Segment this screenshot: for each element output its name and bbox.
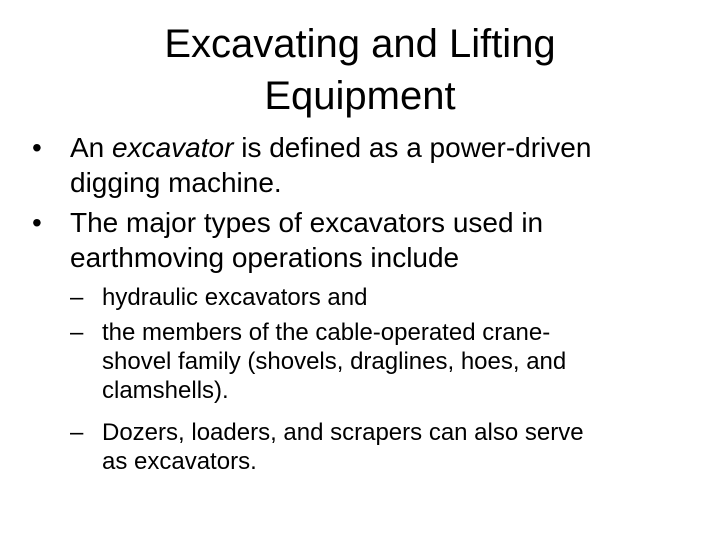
title-line-1: Excavating and Lifting xyxy=(164,22,556,66)
bullet-emphasis: excavator xyxy=(112,132,234,163)
bullet-line: digging machine. xyxy=(70,167,282,198)
sub-bullet-line: the members of the cable-operated crane- xyxy=(102,319,551,346)
sub-bullet-text xyxy=(102,318,702,405)
sub-bullet-mark: – xyxy=(70,319,84,346)
bullet-line: An excavator is defined as a power-driven xyxy=(70,132,592,163)
sub-bullet-line: hydraulic excavators and xyxy=(102,284,368,311)
sub-bullet-line: shovel family (shovels, draglines, hoes, and xyxy=(102,348,567,375)
title-line-2: Equipment xyxy=(264,74,456,118)
slide-title xyxy=(60,18,660,122)
sub-bullet-mark: – xyxy=(70,419,84,446)
bullet-mark: • xyxy=(32,132,42,163)
bullet-mark: • xyxy=(32,207,42,238)
bullet-line: earthmoving operations include xyxy=(70,242,460,273)
sub-bullet-text xyxy=(102,283,702,312)
sub-bullet-line: clamshells). xyxy=(102,377,229,404)
bullet-text xyxy=(70,205,690,275)
sub-bullet-line: as excavators. xyxy=(102,448,257,475)
bullet-text xyxy=(70,130,690,200)
sub-bullet-line: Dozers, loaders, and scrapers can also serve xyxy=(102,419,584,446)
sub-bullet-mark: – xyxy=(70,284,84,311)
bullet-line: The major types of excavators used in xyxy=(70,207,544,238)
sub-bullet-text xyxy=(102,418,702,476)
